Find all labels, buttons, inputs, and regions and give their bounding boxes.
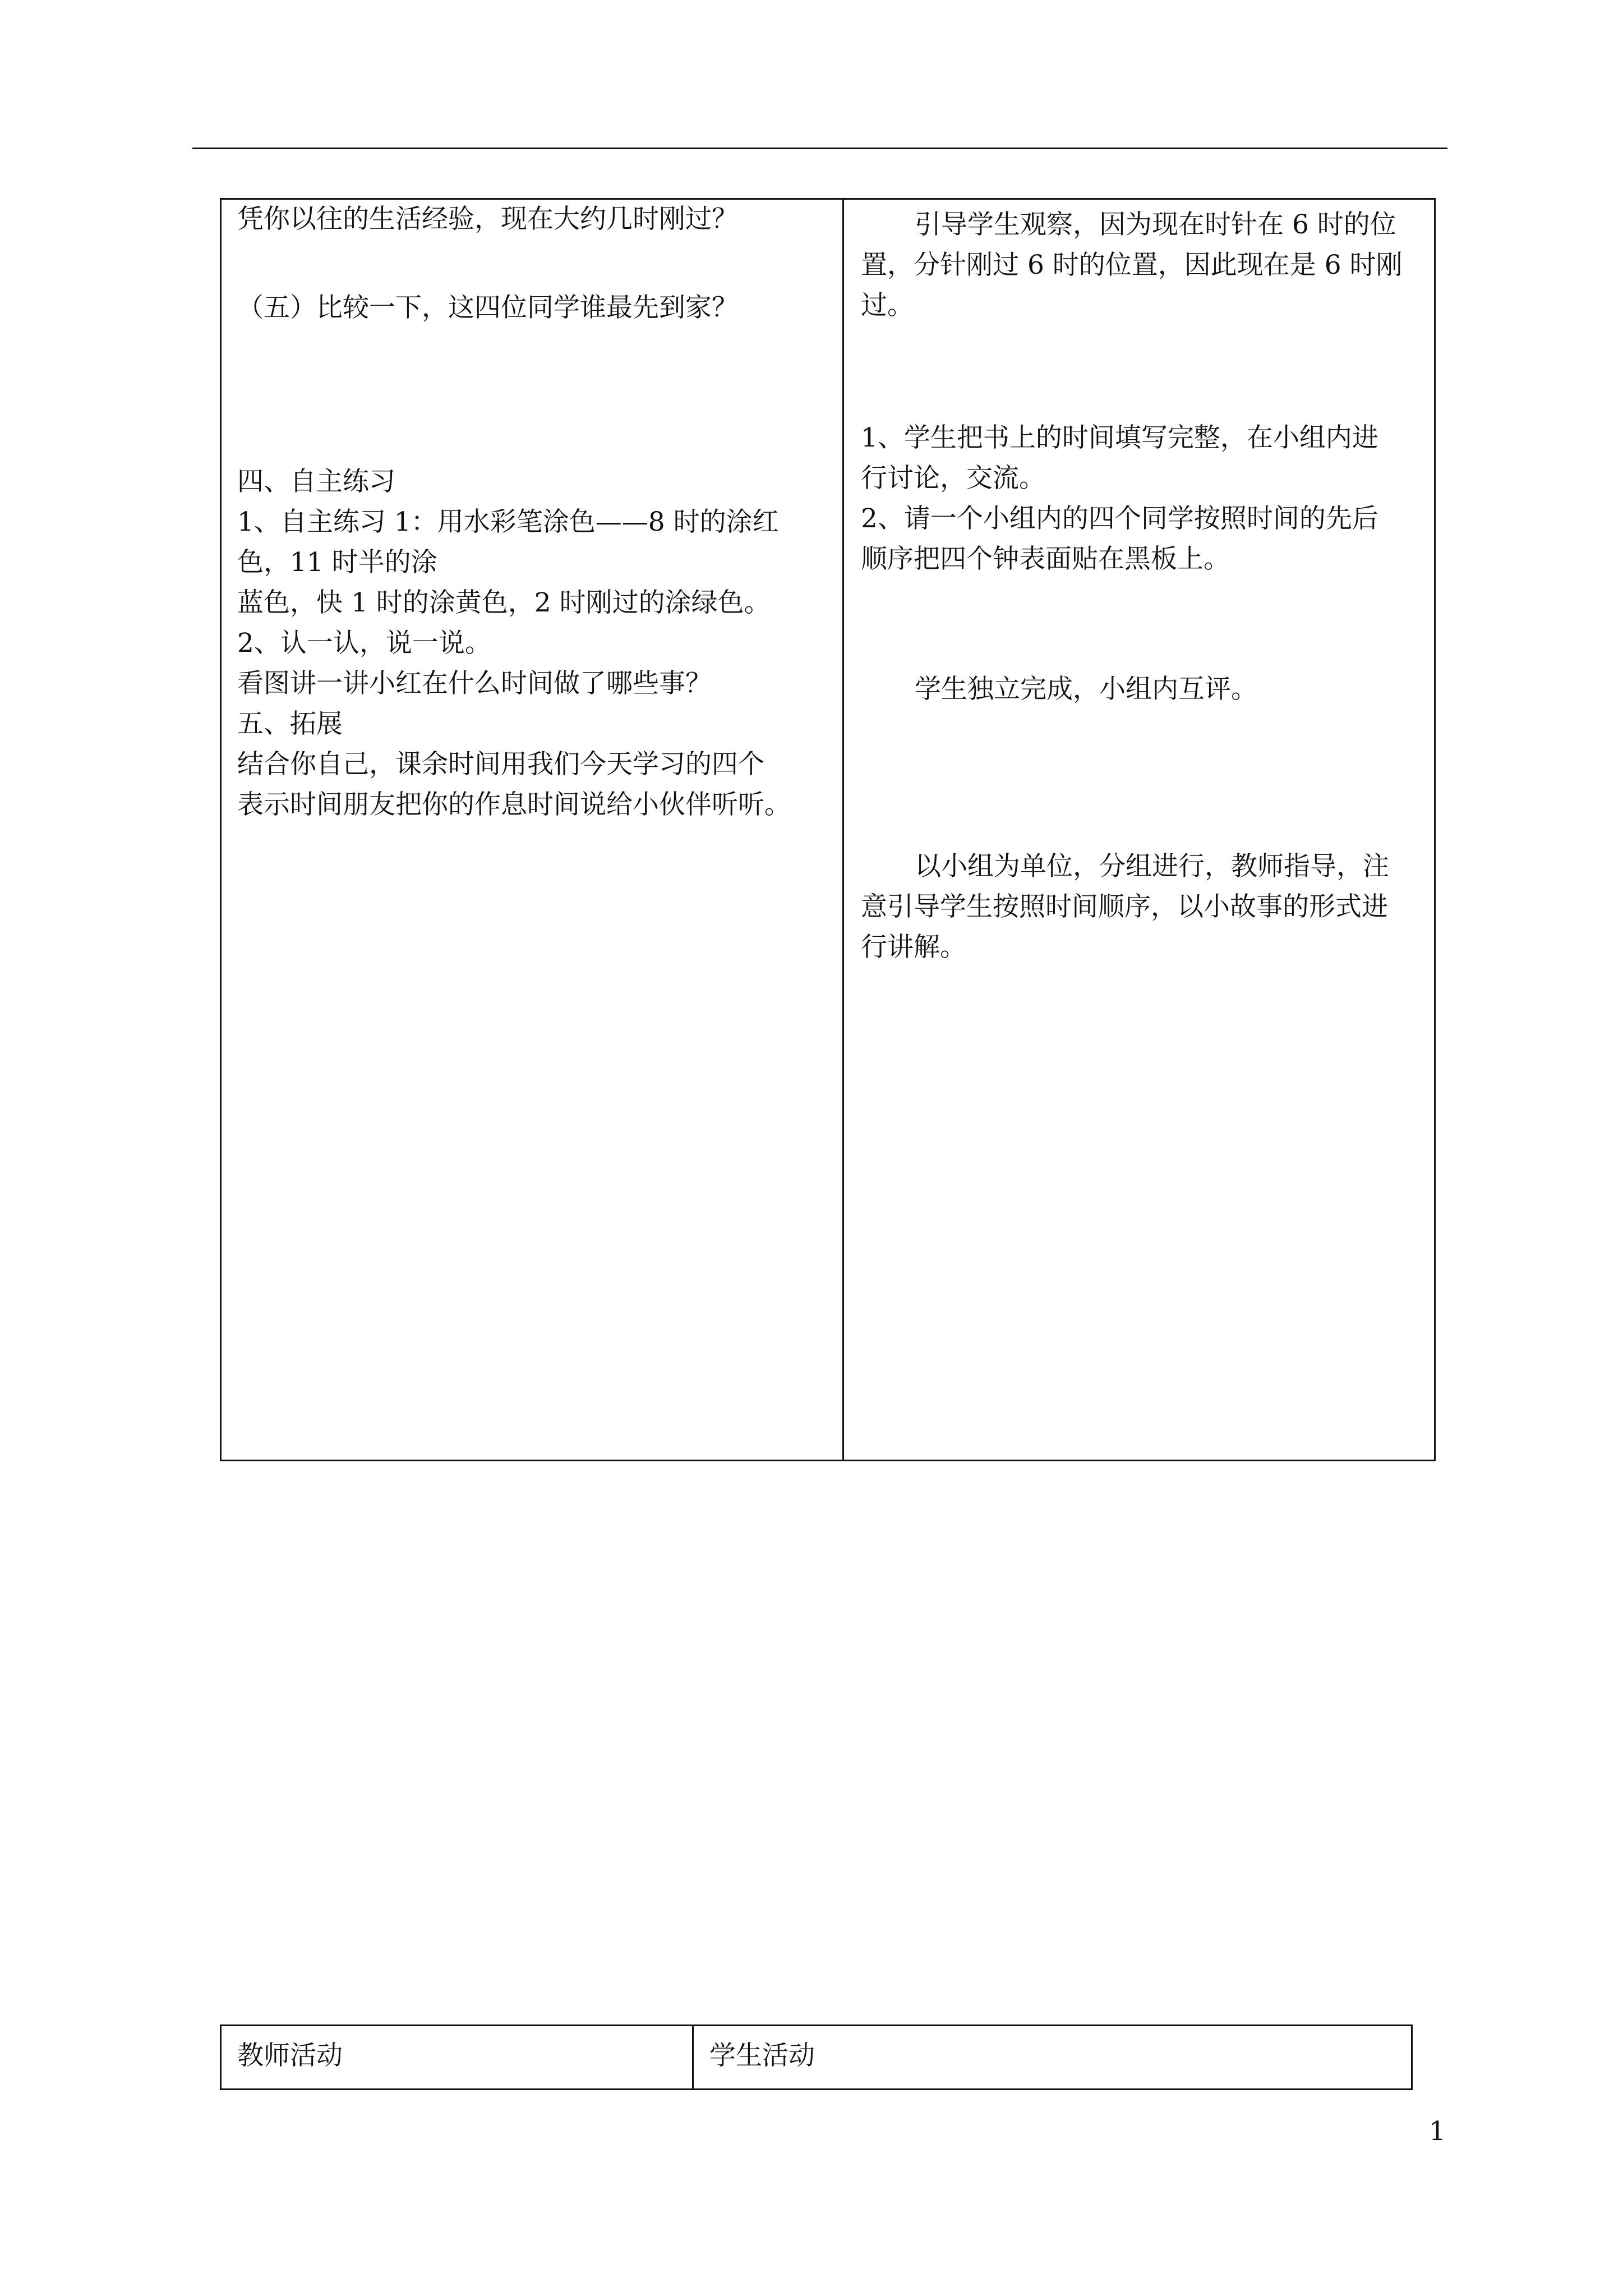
student-line: 1、学生把书上的时间填写完整，在小组内进 [861, 422, 1378, 453]
teacher-line: 结合你自己，课余时间用我们今天学习的四个 [237, 749, 764, 780]
student-activity-header: 学生活动 [709, 2040, 815, 2071]
student-line: 意引导学生按照时间顺序，以小故事的形式进 [861, 891, 1388, 922]
student-line: 以小组为单位，分组进行，教师指导，注 [915, 851, 1389, 882]
teacher-line: 四、自主练习 [237, 466, 395, 497]
teacher-line: 2、认一认，说一说。 [237, 628, 491, 659]
column-divider [692, 2026, 694, 2088]
teacher-line: 五、拓展 [237, 708, 343, 739]
teacher-line: （五）比较一下，这四位同学谁最先到家？ [237, 292, 738, 323]
teacher-line: 看图讲一讲小红在什么时间做了哪些事？ [237, 668, 712, 699]
teacher-line: 蓝色，快 1 时的涂黄色，2 时刚过的涂绿色。 [237, 587, 771, 618]
teacher-activity-cell [222, 200, 842, 1460]
teacher-line: 表示时间朋友把你的作息时间说给小伙伴听听。 [237, 789, 791, 820]
student-line: 2、请一个小组内的四个同学按照时间的先后 [861, 503, 1378, 534]
student-line: 顺序把四个钟表面贴在黑板上。 [861, 544, 1230, 574]
lesson-table [220, 198, 1436, 1461]
student-activity-cell [844, 200, 1434, 1460]
student-line: 置，分针刚过 6 时的位置，因此现在是 6 时刚 [861, 250, 1403, 280]
student-line: 行讲解。 [861, 932, 966, 963]
teacher-line: 凭你以往的生活经验，现在大约几时刚过？ [237, 204, 738, 234]
teacher-line: 色，11 时半的涂 [237, 547, 437, 578]
student-line: 行讨论，交流。 [861, 463, 1045, 494]
header-rule [192, 148, 1447, 149]
student-line: 引导学生观察，因为现在时针在 6 时的位 [915, 209, 1396, 240]
student-line: 学生独立完成，小组内互评。 [915, 674, 1257, 705]
page-number: 1 [1429, 2116, 1446, 2147]
teacher-line: 1、自主练习 1：用水彩笔涂色——8 时的涂红 [237, 507, 779, 537]
student-line: 过。 [861, 290, 914, 321]
activity-header-table [220, 2024, 1413, 2090]
teacher-activity-header: 教师活动 [237, 2040, 343, 2071]
